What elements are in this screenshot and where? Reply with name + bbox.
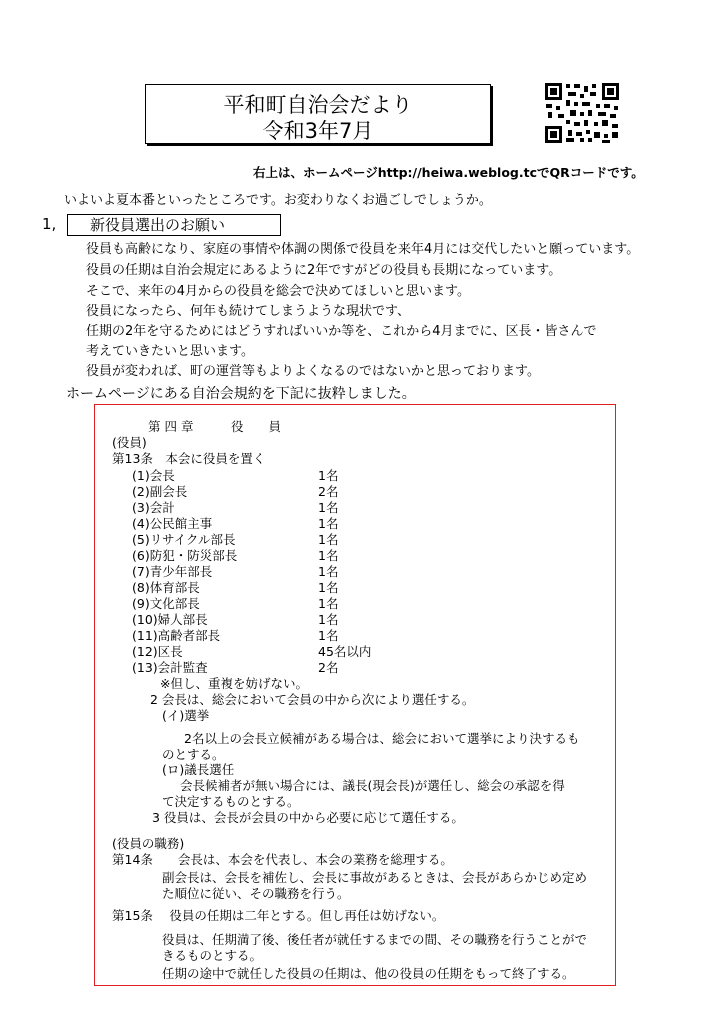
role-label: (13)会計監査 bbox=[132, 660, 208, 675]
paragraph-line: 役員になったら、何年も続けてしまうような現状です、 bbox=[86, 304, 410, 319]
sub-clause-ro: (ロ)議長選任 bbox=[162, 762, 235, 777]
duties-heading: (役員の職務) bbox=[112, 836, 185, 851]
article-14-vice: 副会長は、会長を補佐し、会長に事故があるときは、会長があらかじめ定め bbox=[162, 870, 588, 885]
paragraph-line: 役員の任期は自治会規定にあるように2年ですがどの役員も長期になっています。 bbox=[86, 263, 562, 278]
sub-clause-ro-text: 会長候補者が無い場合には、議長(現会長)が選任し、総会の承認を得 bbox=[180, 778, 565, 793]
paragraph-line: 役員も高齢になり、家庭の事情や体調の関係で役員を来年4月には交代したいと願っています。 bbox=[86, 242, 640, 257]
role-label: (2)副会長 bbox=[132, 484, 188, 499]
role-label: (11)高齢者部長 bbox=[132, 628, 221, 643]
proviso: ※但し、重複を妨げない。 bbox=[160, 676, 308, 691]
article-14-vice: た順位に従い、その職務を行う。 bbox=[162, 886, 350, 901]
sub-clause-i: (イ)選挙 bbox=[162, 708, 210, 723]
role-label: (6)防犯・防災部長 bbox=[132, 548, 238, 563]
role-label: (4)公民館主事 bbox=[132, 516, 213, 531]
newsletter-title-box bbox=[145, 84, 491, 144]
article-15-text: 任期の途中で就任した役員の任期は、他の役員の任期をもって終了する。 bbox=[162, 966, 575, 981]
qr-code-icon bbox=[544, 82, 620, 144]
role-count: 1名 bbox=[318, 564, 339, 579]
qr-note: 右上は、ホームページhttp://heiwa.weblog.tcでQRコードです。 bbox=[253, 165, 644, 180]
clause-2: 2 会長は、総会において会員の中から次により選任する。 bbox=[150, 692, 475, 707]
intro-text: いよいよ夏本番といったところです。お変わりなくお過ごしでしょうか。 bbox=[64, 193, 492, 208]
role-count: 1名 bbox=[318, 468, 339, 483]
paragraph-line: 役員が変われば、町の運営等もよりよくなるのではないかと思っております。 bbox=[86, 364, 540, 379]
article-13: 第13条 本会に役員を置く bbox=[112, 451, 266, 466]
role-count: 1名 bbox=[318, 580, 339, 595]
role-label: (1)会長 bbox=[132, 468, 175, 483]
homepage-excerpt-line: ホームページにある自治会規約を下記に抜粋しました。 bbox=[66, 386, 416, 402]
role-count: 2名 bbox=[318, 660, 339, 675]
role-count: 1名 bbox=[318, 500, 339, 515]
role-count: 1名 bbox=[318, 612, 339, 627]
role-count: 1名 bbox=[318, 532, 339, 547]
sub-clause-ro-text: て決定するものとする。 bbox=[162, 794, 300, 809]
article-14: 第14条 会長は、本会を代表し、本会の業務を総理する。 bbox=[112, 852, 453, 867]
role-label: (10)婦人部長 bbox=[132, 612, 208, 627]
newsletter-date: 令和3年7月 bbox=[262, 119, 374, 143]
article-15-text: 役員は、任期満了後、後任者が就任するまでの間、その職務を行うことがで bbox=[162, 932, 588, 947]
officers-heading: (役員) bbox=[112, 435, 147, 450]
section-number: 1, bbox=[42, 215, 57, 233]
sub-clause-i-text: 2名以上の会長立候補がある場合は、総会において選挙により決するも bbox=[184, 731, 580, 746]
role-label: (9)文化部長 bbox=[132, 596, 200, 611]
role-label: (12)区長 bbox=[132, 644, 183, 659]
clause-3: 3 役員は、会長が会員の中から必要に応じて選任する。 bbox=[152, 810, 464, 825]
paragraph-line: そこで、来年の4月からの役員を総会で決めてほしいと思います。 bbox=[86, 284, 470, 299]
article-15-text: きるものとする。 bbox=[162, 948, 263, 963]
role-count: 1名 bbox=[318, 628, 339, 643]
paragraph-line: 任期の2年を守るためにはどうすればいいか等を、これから4月までに、区長・皆さんで bbox=[86, 324, 597, 339]
role-count: 2名 bbox=[318, 484, 339, 499]
role-count: 1名 bbox=[318, 596, 339, 611]
role-count: 1名 bbox=[318, 548, 339, 563]
role-label: (5)リサイクル部長 bbox=[132, 532, 236, 547]
sub-clause-i-text: のとする。 bbox=[162, 747, 225, 762]
role-label: (8)体育部長 bbox=[132, 580, 200, 595]
article-15: 第15条 役員の任期は二年とする。但し再任は妨げない。 bbox=[112, 908, 445, 923]
section-title-box bbox=[67, 214, 281, 236]
role-count: 45名以内 bbox=[318, 644, 372, 659]
section-title: 新役員選出のお願い bbox=[90, 216, 226, 234]
role-label: (7)青少年部長 bbox=[132, 564, 213, 579]
paragraph-line: 考えていきたいと思います。 bbox=[86, 344, 254, 359]
role-label: (3)会計 bbox=[132, 500, 175, 515]
role-count: 1名 bbox=[318, 516, 339, 531]
chapter-heading: 第 四 章 役 員 bbox=[148, 419, 281, 434]
newsletter-title: 平和町自治会だより bbox=[223, 93, 413, 117]
